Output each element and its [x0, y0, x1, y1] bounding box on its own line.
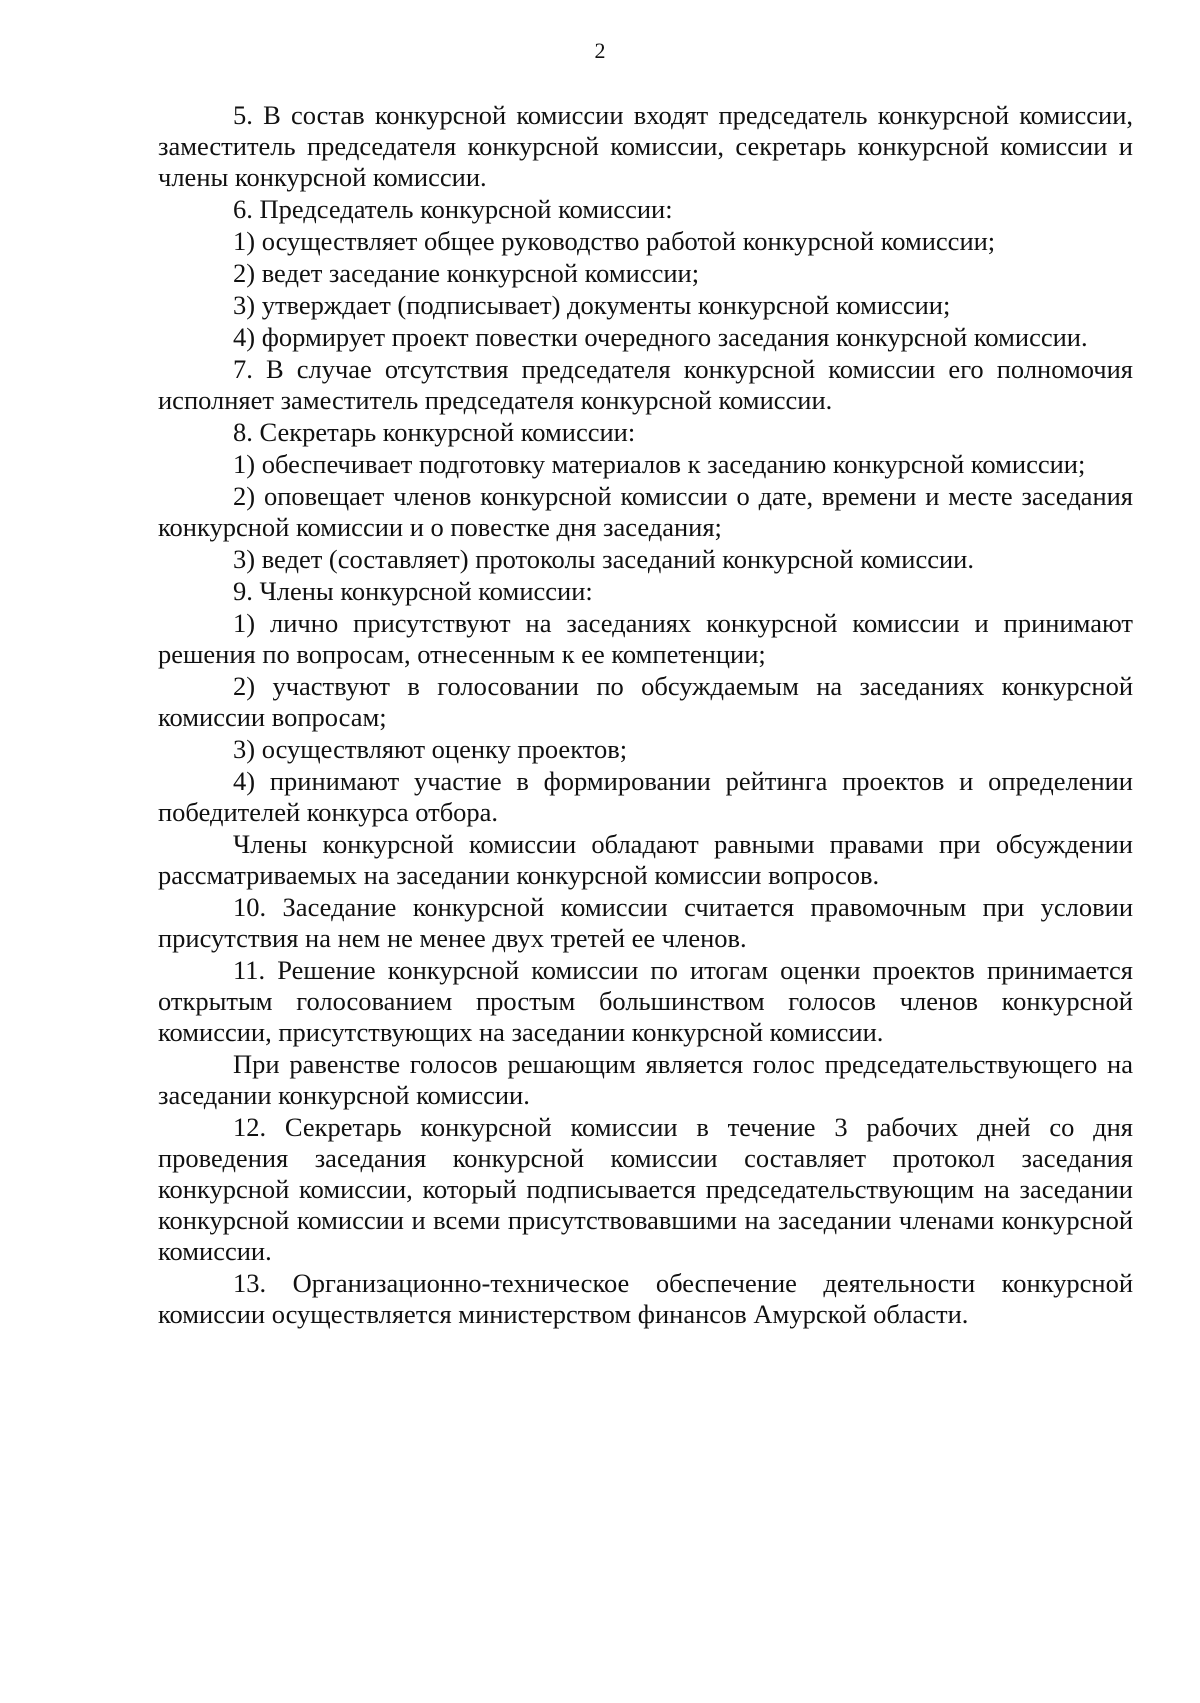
document-body: [158, 100, 1133, 1331]
paragraph-9-item-4: 4) принимают участие в формировании рейтинга проектов и определении победителей конкурса отбора.: [158, 766, 1133, 827]
paragraph-9-item-1: 1) лично присутствуют на заседаниях конкурсной комиссии и принимают решения по вопросам, отнесенным к ее компетенции;: [158, 608, 1133, 669]
paragraph-6-item-1: 1) осуществляет общее руководство работой конкурсной комиссии;: [233, 226, 996, 256]
page-number: 2: [594, 38, 606, 63]
paragraph-12: 12. Секретарь конкурсной комиссии в течение 3 рабочих дней со дня проведения заседания конкурсной комиссии составляет протокол заседания конкурсной комиссии, который подписывается председательствующим на заседании конкурсной комиссии и всеми присутствовавшими на заседании членами конкурсной комиссии.: [158, 1112, 1133, 1266]
paragraph-8-item-2: 2) оповещает членов конкурсной комиссии о дате, времени и месте заседания конкурсной комиссии и о повестке дня заседания;: [158, 481, 1133, 542]
paragraph-6-item-3: 3) утверждает (подписывает) документы конкурсной комиссии;: [233, 290, 951, 320]
paragraph-11-note: При равенстве голосов решающим является голос председательствующего на заседании конкурсной комиссии.: [158, 1049, 1133, 1110]
paragraph-5: 5. В состав конкурсной комиссии входят председатель конкурсной комиссии, заместитель председателя конкурсной комиссии, секретарь конкурсной комиссии и члены конкурсной комиссии.: [158, 100, 1133, 192]
paragraph-6: 6. Председатель конкурсной комиссии:: [233, 194, 673, 224]
paragraph-6-item-2: 2) ведет заседание конкурсной комиссии;: [233, 258, 700, 288]
paragraph-13: 13. Организационно-техническое обеспечение деятельности конкурсной комиссии осуществляется министерством финансов Амурской области.: [158, 1268, 1133, 1329]
paragraph-9-item-2: 2) участвуют в голосовании по обсуждаемым на заседаниях конкурсной комиссии вопросам;: [158, 671, 1133, 732]
paragraph-8-item-3: 3) ведет (составляет) протоколы заседаний конкурсной комиссии.: [233, 544, 974, 574]
paragraph-7: 7. В случае отсутствия председателя конкурсной комиссии его полномочия исполняет заместитель председателя конкурсной комиссии.: [158, 354, 1133, 415]
paragraph-9-note: Члены конкурсной комиссии обладают равными правами при обсуждении рассматриваемых на заседании конкурсной комиссии вопросов.: [158, 829, 1133, 890]
paragraph-8-item-1: 1) обеспечивает подготовку материалов к заседанию конкурсной комиссии;: [233, 449, 1086, 479]
paragraph-8: 8. Секретарь конкурсной комиссии:: [233, 417, 636, 447]
paragraph-9: 9. Члены конкурсной комиссии:: [233, 576, 593, 606]
paragraph-9-item-3: 3) осуществляют оценку проектов;: [233, 734, 628, 764]
paragraph-6-item-4: 4) формирует проект повестки очередного заседания конкурсной комиссии.: [233, 322, 1088, 352]
paragraph-11: 11. Решение конкурсной комиссии по итогам оценки проектов принимается открытым голосованием простым большинством голосов членов конкурсной комиссии, присутствующих на заседании конкурсной комиссии.: [158, 955, 1133, 1047]
paragraph-10: 10. Заседание конкурсной комиссии считается правомочным при условии присутствия на нем не менее двух третей ее членов.: [158, 892, 1133, 953]
